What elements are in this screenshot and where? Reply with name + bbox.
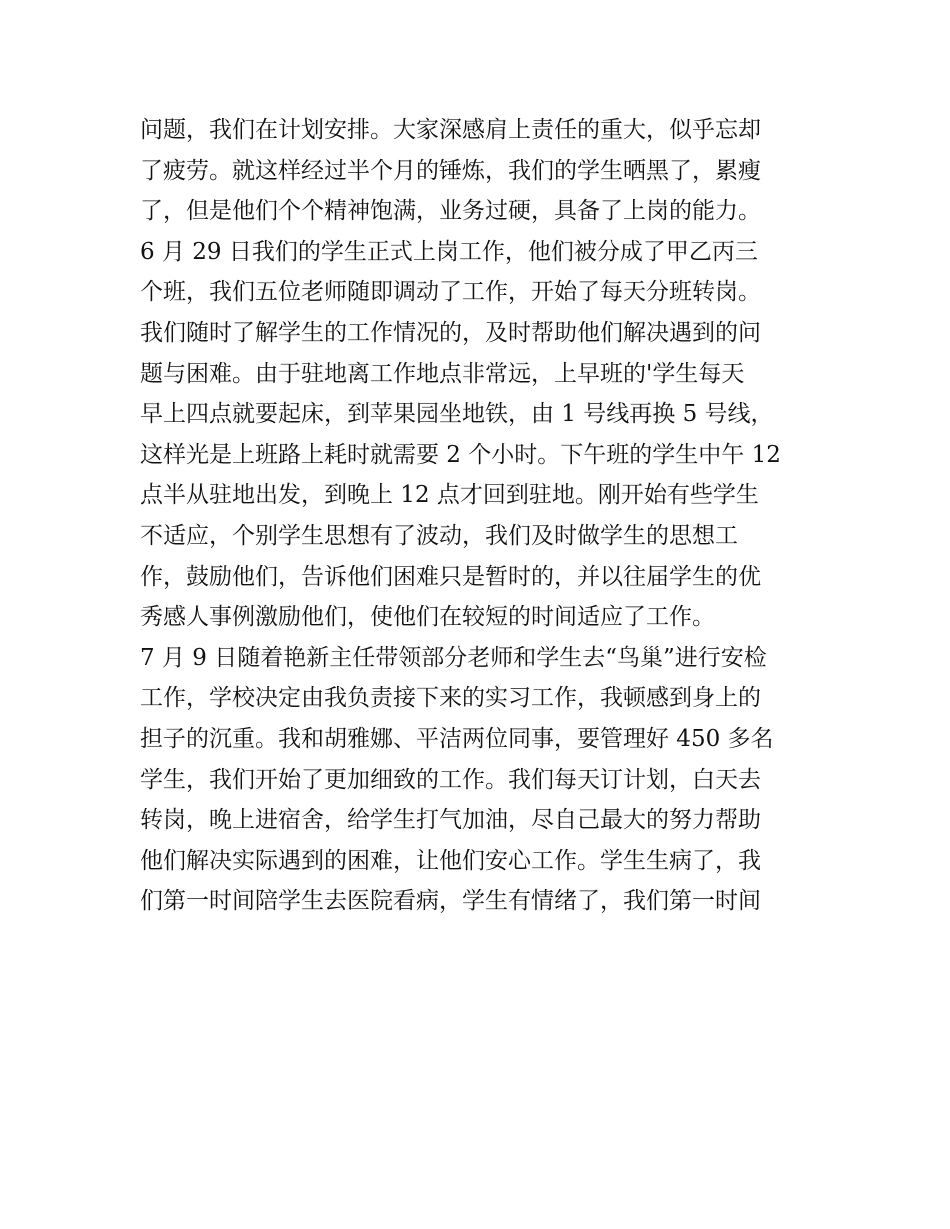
text-line: 转岗，晚上进宿舍，给学生打气加油，尽自己最大的努力帮助 [140, 807, 761, 834]
text-line: 作，鼓励他们，告诉他们困难只是暂时的，并以往届学生的优 [140, 563, 761, 590]
text-line: 个班，我们五位老师随即调动了工作，开始了每天分班转岗。 [140, 279, 761, 306]
text-line: 了，但是他们个个精神饱满，业务过硬，具备了上岗的能力。 [140, 198, 761, 225]
body-text [140, 110, 840, 922]
text-line: 题与困难。由于驻地离工作地点非常远，上早班的'学生每天 [140, 360, 745, 387]
text-line: 们第一时间陪学生去医院看病，学生有情绪了，我们第一时间 [140, 888, 761, 915]
text-line: 这样光是上班路上耗时就需要 2 个小时。下午班的学生中午 12 [140, 441, 781, 468]
text-line: 6 月 29 日我们的学生正式上岗工作，他们被分成了甲乙丙三 [140, 238, 758, 265]
text-line: 不适应，个别学生思想有了波动，我们及时做学生的思想工 [140, 522, 738, 549]
text-line: 点半从驻地出发，到晚上 12 点才回到驻地。刚开始有些学生 [140, 482, 759, 509]
text-line: 他们解决实际遇到的困难，让他们安心工作。学生生病了，我 [140, 847, 761, 874]
text-line: 7 月 9 日随着艳新主任带领部分老师和学生去“鸟巢”进行安检 [140, 644, 767, 671]
text-line: 学生，我们开始了更加细致的工作。我们每天订计划，白天去 [140, 766, 761, 793]
text-line: 了疲劳。就这样经过半个月的锤炼，我们的学生晒黑了，累瘦 [140, 157, 761, 184]
text-line: 我们随时了解学生的工作情况的，及时帮助他们解决遇到的问 [140, 319, 761, 346]
text-line: 早上四点就要起床，到苹果园坐地铁，由 1 号线再换 5 号线， [140, 401, 774, 428]
text-line: 问题，我们在计划安排。大家深感肩上责任的重大，似乎忘却 [140, 117, 761, 143]
text-line: 工作，学校决定由我负责接下来的实习工作，我顿感到身上的 [140, 685, 761, 712]
text-line: 秀感人事例激励他们，使他们在较短的时间适应了工作。 [140, 604, 715, 631]
text-line: 担子的沉重。我和胡雅娜、平洁两位同事，要管理好 450 多名 [140, 725, 774, 752]
